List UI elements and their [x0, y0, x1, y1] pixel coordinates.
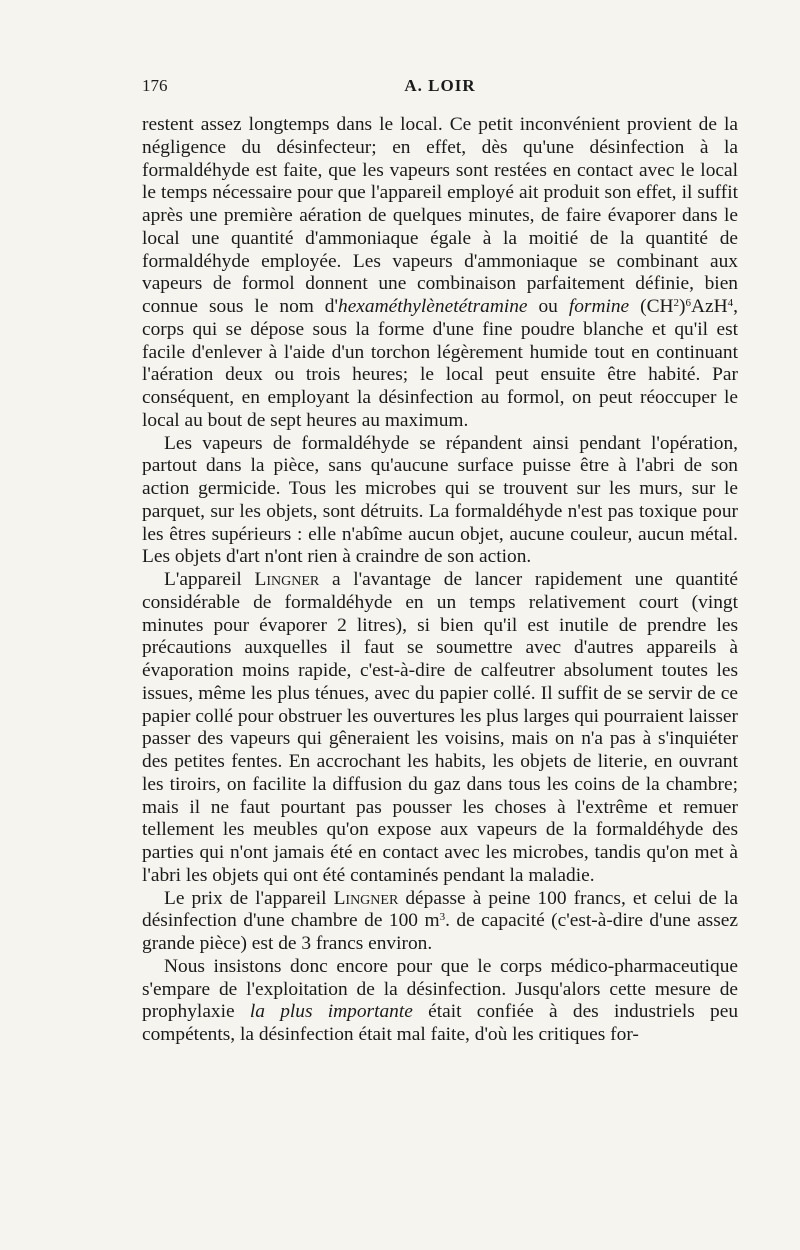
paragraph-5-italic: la plus importante [249, 1001, 413, 1023]
paragraph-1-text-f: , corps qui se dépose sous la forme d'une fine poudre blanche et qu'il est facile d'enlever à l'aide d'un torchon légèrement humide tout en continuant l'aération deux ou trois heures; le local peut ensuite être habité. Par conséquent, en employant la désinfection au formol, on peut réoccuper le local au bout de sept heures au maximum. [142, 296, 738, 431]
paragraph-4-sup: 3 [439, 911, 446, 924]
paragraph-2: Les vapeurs de formaldéhyde se répandent ainsi pendant l'opération, partout dans la pièce, sans qu'aucune surface puisse être à l'abri de son action germicide. Tous les microbes qui se trouvent sur les murs, sur le parquet, sur les objets, sont détruits. La formaldéhyde n'est pas toxique pour les êtres supérieurs : elle n'abîme aucun objet, aucune couleur, aucun métal. Les objets d'art n'ont rien à craindre de son action. [142, 432, 738, 568]
formula-text-d: ) [679, 296, 686, 317]
paragraph-1 [142, 114, 738, 433]
paragraph-1-italic-1: hexaméthylènetétramine [338, 296, 528, 317]
page-number: 176 [142, 76, 168, 95]
body-text [142, 114, 738, 1047]
paragraph-3 [142, 569, 738, 888]
paragraph-5-text-b: était confiée à des industriels peu compétents, la désinfection était mal faite, d'où les critiques for- [142, 1001, 739, 1045]
paragraph-3-smallcaps: Lingner [254, 569, 320, 590]
paragraph-1-text-a: restent assez longtemps dans le local. Ce petit inconvénient provient de la négligence du désinfecteur; en effet, dès qu'une désinfection à la formaldéhyde est faite, que les vapeurs sont restées en contact avec le local le temps nécessaire pour que l'appareil employé ait produit son effet, il suffit après une première aération de quelques minutes, de faire évaporer dans le local une quantité d'ammoniaque égale à la moitié de la quantité de formaldéhyde employée. Les vapeurs d'ammoniaque se combinant aux vapeurs de formol donnent une combinaison parfaitement définie, bien connue sous le nom d' [142, 114, 738, 317]
paragraph-4-text-c: . de capacité (c'est-à-dire d'une assez grande pièce) est de 3 francs environ. [142, 910, 738, 954]
paragraph-5 [142, 956, 738, 1047]
paragraph-1-text-b: ou [527, 296, 569, 317]
paragraph-1-italic-2: formine [568, 296, 630, 317]
paragraph-3-text-b: a l'avantage de lancer rapidement une quantité considérable de formaldéhyde en un temps relativement court (vingt minutes pour évaporer 2 litres), si bien qu'il est inutile de prendre les précautions auxquelles il faut se soumettre avec d'autres appareils à évaporation moins rapide, c'est-à-dire de calfeutrer absolument toutes les issues, même les plus ténues, avec du papier collé. Il suffit de se servir de ce papier collé pour obstruer les ouvertures les plus larges qui pourraient laisser passer des vapeurs qui gêneraient les voisins, mais on n'a pas à s'inquiéter des petites fentes. En accrochant les habits, les objets de literie, en ouvrant les tiroirs, on facilite la diffusion du gaz dans tous les coins de la chambre; mais il ne faut pourtant pas pousser les choses à l'extrême et remuer tellement les meubles qu'on expose aux vapeurs de la formaldéhyde des parties qui n'ont jamais été en contact avec les microbes, tandis qu'on met à l'abri les objets qui ont été contaminés pendant la maladie. [142, 569, 738, 886]
paragraph-5-text-a: Nous insistons donc encore pour que le corps médico-pharmaceutique s'empare de l'exploitation de la désinfection. Jusqu'alors cette mesure de prophylaxie [142, 955, 738, 1023]
formula-text-e: AzH [691, 296, 728, 317]
paragraph-4-text-b: dépasse à peine 100 francs, et celui de la désinfection d'une chambre de 100 m [142, 887, 739, 932]
paragraph-4-smallcaps: Lingner [333, 887, 399, 909]
formula-sup-3: 4 [727, 297, 734, 309]
formula-sup-2: 6 [685, 297, 692, 309]
running-head [142, 76, 738, 100]
paragraph-4 [142, 888, 738, 956]
paragraph-4-text-a: Le prix de l'appareil [164, 887, 334, 909]
formula-sup-1: 2 [673, 297, 680, 309]
formula-text-c: (CH [629, 296, 674, 317]
paragraph-3-text-a: L'appareil [164, 569, 255, 590]
running-title: A. LOIR [404, 76, 476, 95]
